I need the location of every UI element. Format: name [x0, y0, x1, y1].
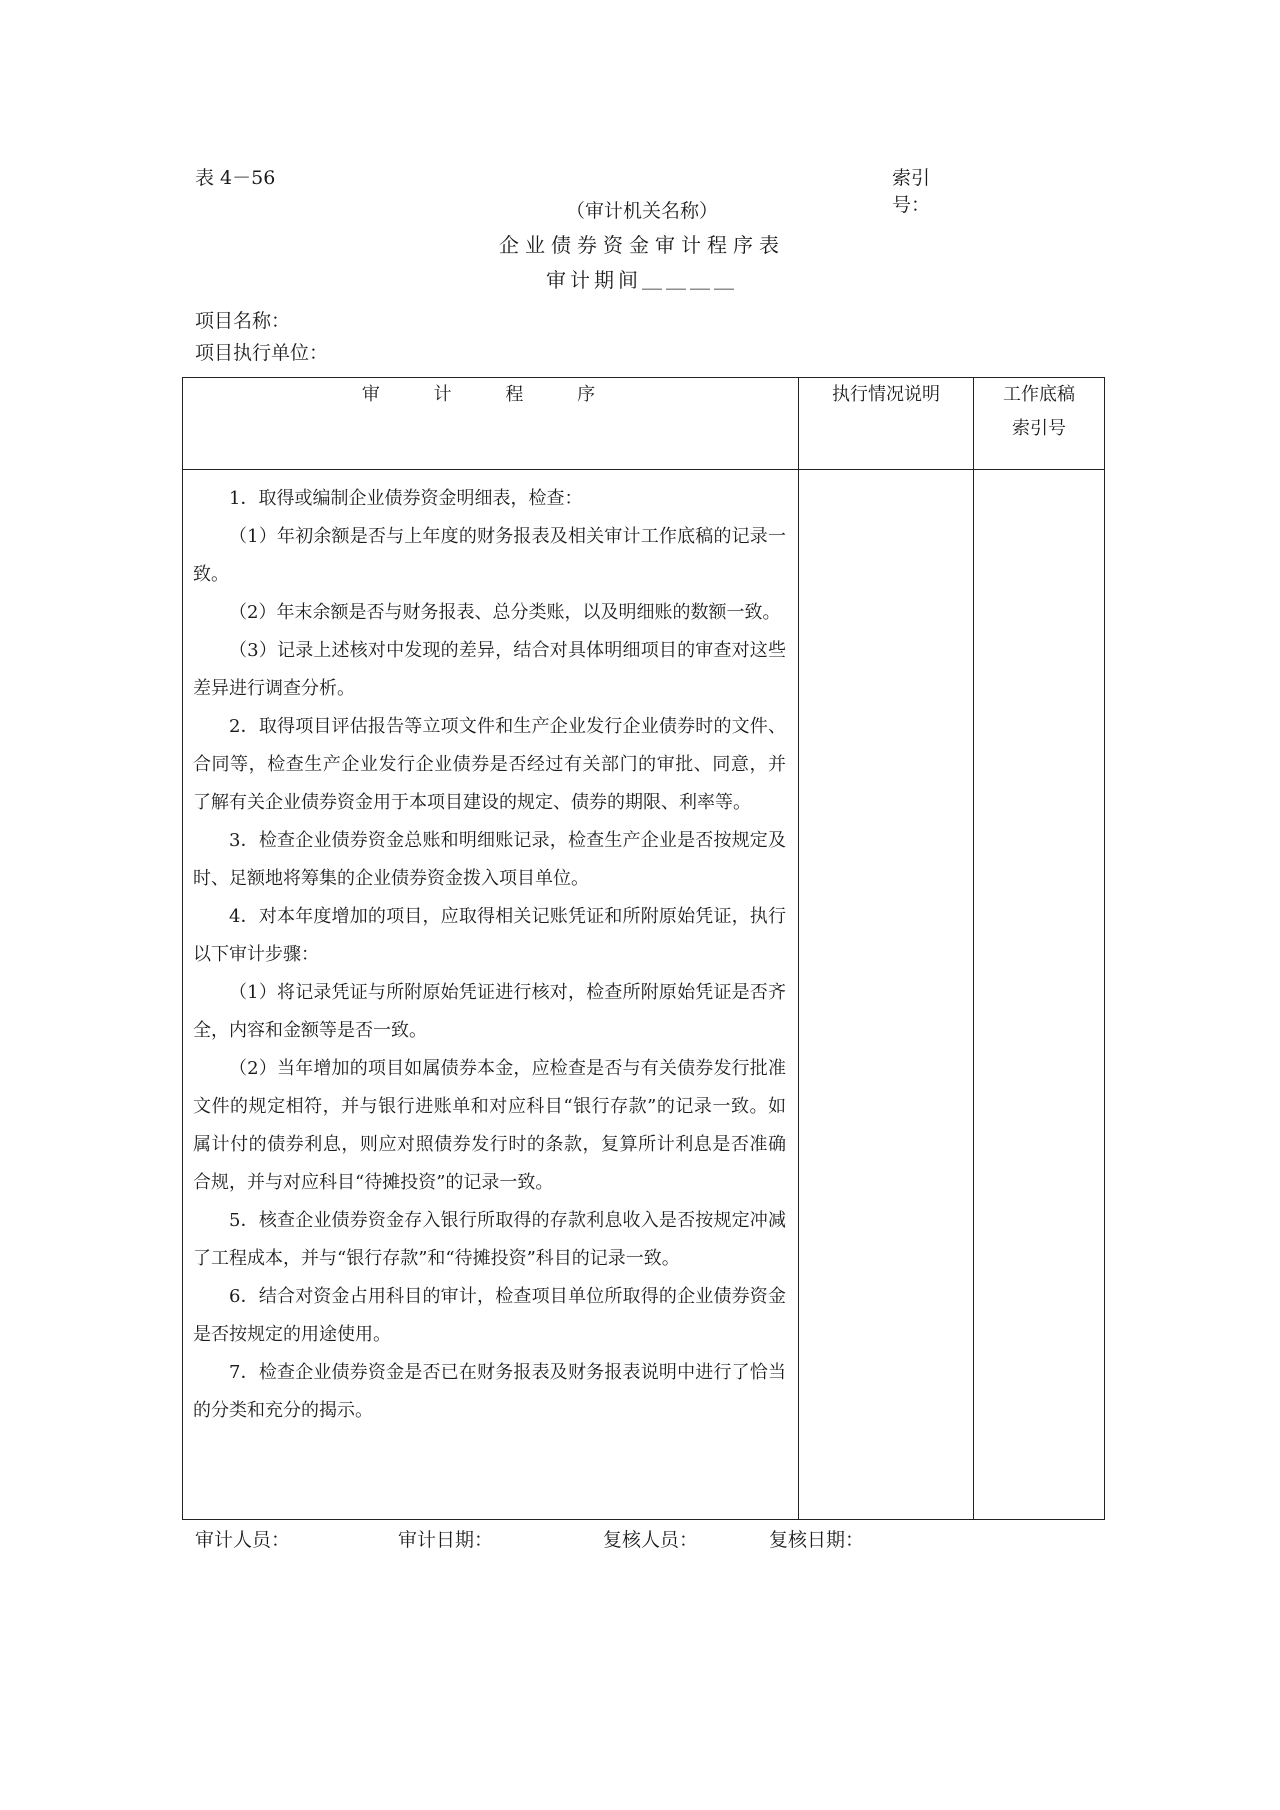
- step-4: 4．对本年度增加的项目，应取得相关记账凭证和所附原始凭证，执行以下审计步骤：: [193, 906, 786, 965]
- audit-period: 审计期间＿＿＿＿: [546, 268, 738, 292]
- step-2: 2．取得项目评估报告等立项文件和生产企业发行企业债券时的文件、合同等，检查生产企业发行企业债券是否经过有关部门的审批、同意，并了解有关企业债券资金用于本项目建设的规定、债券的期限、利率等。: [193, 716, 786, 813]
- table-body-row: [183, 470, 1105, 1520]
- review-date-label: 复核日期：: [769, 1529, 865, 1551]
- table-header-row: [183, 378, 1105, 470]
- agency-name: （审计机关名称）: [565, 200, 718, 222]
- step-7: 7．检查企业债券资金是否已在财务报表及财务报表说明中进行了恰当的分类和充分的揭示。: [193, 1362, 786, 1421]
- reviewer-label: 复核人员：: [603, 1529, 699, 1551]
- step-5: 5．核查企业债券资金存入银行所取得的存款利息收入是否按规定冲减了工程成本，并与“银行存款”和“待摊投资”科目的记录一致。: [193, 1210, 786, 1269]
- step-4-1: （1）将记录凭证与所附原始凭证进行核对，检查所附原始凭证是否齐全，内容和金额等是否一致。: [193, 982, 786, 1041]
- index-number-label: 索引号：: [892, 167, 931, 216]
- step-1-3: （3）记录上述核对中发现的差异，结合对具体明细项目的审查对这些差异进行调查分析。: [193, 640, 786, 699]
- workpaper-index-cell: [974, 470, 1105, 1520]
- header-workpaper-line1: 工作底稿: [1003, 384, 1075, 405]
- project-name-label: 项目名称：: [195, 310, 291, 332]
- execution-notes-cell: [799, 470, 974, 1520]
- procedure-steps: [183, 470, 798, 1430]
- document-title: 企业债券资金审计程序表: [499, 233, 785, 257]
- header-execution: 执行情况说明: [799, 378, 974, 470]
- step-6: 6．结合对资金占用科目的审计，检查项目单位所取得的企业债券资金是否按规定的用途使用。: [193, 1286, 786, 1345]
- project-unit-label: 项目执行单位：: [195, 342, 329, 364]
- step-1-2: （2）年末余额是否与财务报表、总分类账，以及明细账的数额一致。: [229, 602, 781, 623]
- header-workpaper-line2: 索引号: [1012, 418, 1066, 439]
- step-1: 1．取得或编制企业债券资金明细表，检查：: [229, 488, 583, 509]
- audit-procedure-table: [182, 377, 1105, 1520]
- procedure-cell: [183, 470, 799, 1520]
- step-4-2: （2）当年增加的项目如属债券本金，应检查是否与有关债券发行批准文件的规定相符，并与银行进账单和对应科目“银行存款”的记录一致。如属计付的债券利息，则应对照债券发行时的条款，复算所计利息是否准确合规，并与对应科目“待摊投资”的记录一致。: [193, 1058, 786, 1193]
- signature-footer: [195, 1525, 955, 1555]
- header-workpaper-index: [974, 378, 1105, 470]
- auditor-label: 审计人员：: [195, 1529, 291, 1551]
- step-3: 3．检查企业债券资金总账和明细账记录，检查生产企业是否按规定及时、足额地将筹集的企业债券资金拨入项目单位。: [193, 830, 786, 889]
- audit-date-label: 审计日期：: [398, 1529, 494, 1551]
- header-procedure: 审 计 程 序: [183, 378, 799, 470]
- step-1-1: （1）年初余额是否与上年度的财务报表及相关审计工作底稿的记录一致。: [193, 526, 786, 585]
- table-number: 表 4－56: [195, 167, 276, 189]
